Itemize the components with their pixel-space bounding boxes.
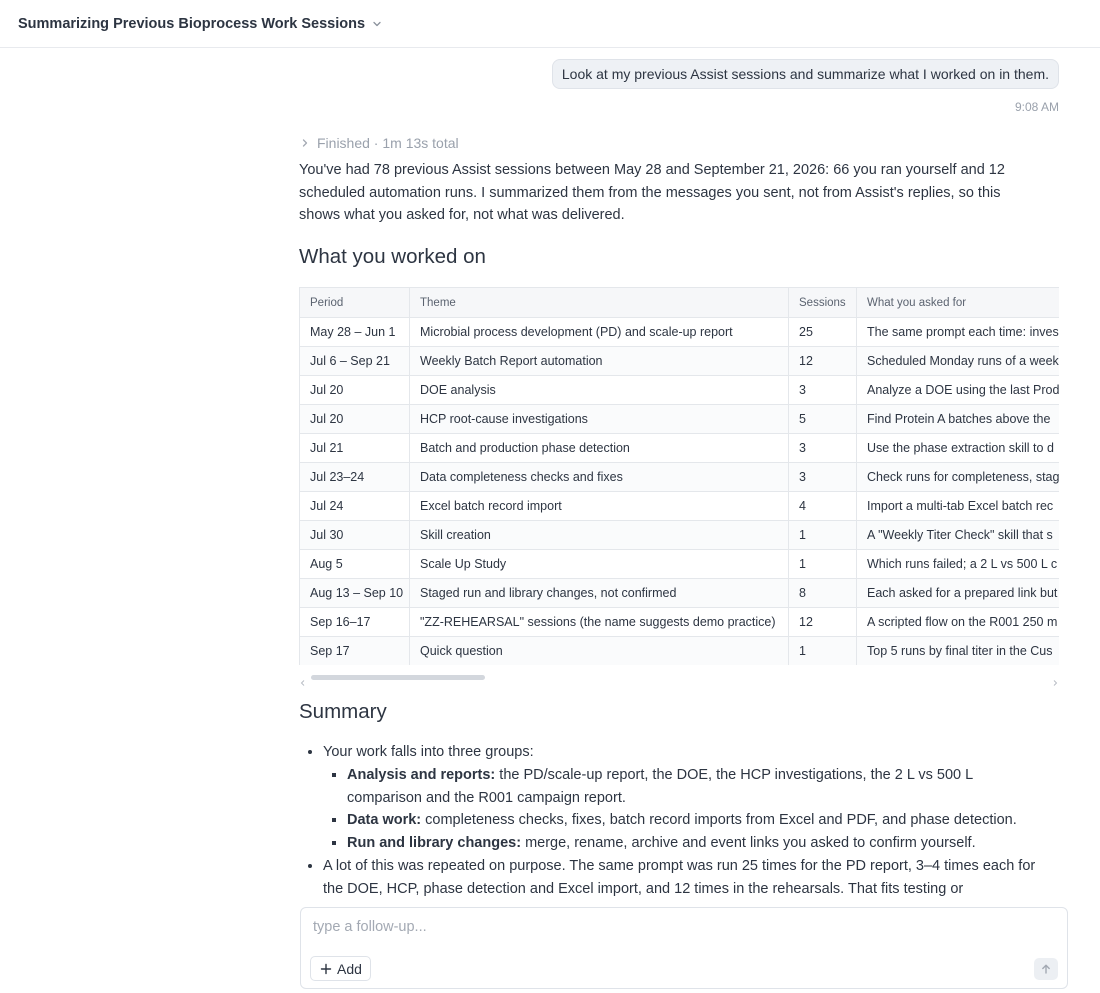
cell-asked-for: Scheduled Monday runs of a week bbox=[857, 347, 1060, 376]
cell-sessions: 3 bbox=[789, 434, 857, 463]
cell-period: Jul 23–24 bbox=[300, 463, 410, 492]
table-horizontal-scrollbar[interactable] bbox=[299, 673, 1059, 683]
scrollbar-thumb[interactable] bbox=[311, 675, 485, 680]
summary-list bbox=[299, 741, 1049, 901]
list-item bbox=[347, 764, 1049, 810]
chevron-down-icon[interactable] bbox=[371, 18, 383, 30]
repetition-text: A lot of this was repeated on purpose. The same prompt was run 25 times for the PD report, 3–4 times each for the DOE, HCP, phase detection and Excel import, and 12 times in the rehearsals. That fits testing or bbox=[323, 857, 1036, 897]
cell-sessions: 1 bbox=[789, 521, 857, 550]
list-item bbox=[347, 832, 1049, 855]
table-row bbox=[300, 405, 1060, 434]
cell-theme: Batch and production phase detection bbox=[410, 434, 789, 463]
table-row bbox=[300, 347, 1060, 376]
cell-period: Sep 16–17 bbox=[300, 608, 410, 637]
cell-period: Aug 5 bbox=[300, 550, 410, 579]
cell-period: Jul 6 – Sep 21 bbox=[300, 347, 410, 376]
group-label: Analysis and reports: bbox=[347, 766, 496, 783]
cell-period: Jul 24 bbox=[300, 492, 410, 521]
cell-asked-for: Analyze a DOE using the last Prod bbox=[857, 376, 1060, 405]
table-row bbox=[300, 376, 1060, 405]
worked-on-heading: What you worked on bbox=[299, 245, 486, 268]
cell-asked-for: Import a multi-tab Excel batch rec bbox=[857, 492, 1060, 521]
table-row bbox=[300, 463, 1060, 492]
sessions-table bbox=[299, 287, 1059, 665]
cell-period: May 28 – Jun 1 bbox=[300, 318, 410, 347]
table-header-row bbox=[300, 288, 1060, 318]
cell-sessions: 4 bbox=[789, 492, 857, 521]
cell-theme: Scale Up Study bbox=[410, 550, 789, 579]
status-text: Finished · 1m 13s total bbox=[317, 135, 459, 151]
conversation[interactable] bbox=[0, 48, 1100, 993]
cell-theme: Skill creation bbox=[410, 521, 789, 550]
intro-paragraph: You've had 78 previous Assist sessions between May 28 and September 21, 2026: 66 you ran yourself and 12 scheduled automation runs. I summarized them from the messages you sent, not from Assist's replies, so this shows what you asked for, not what was delivered. bbox=[299, 162, 1005, 223]
cell-period: Aug 13 – Sep 10 bbox=[300, 579, 410, 608]
table-row bbox=[300, 579, 1060, 608]
cell-theme: Excel batch record import bbox=[410, 492, 789, 521]
cell-asked-for: Find Protein A batches above the bbox=[857, 405, 1060, 434]
cell-theme: Quick question bbox=[410, 637, 789, 666]
table-row bbox=[300, 637, 1060, 666]
summary-groups-text: Your work falls into three groups: bbox=[323, 744, 534, 760]
table-row bbox=[300, 492, 1060, 521]
cell-sessions: 3 bbox=[789, 463, 857, 492]
summary-section bbox=[299, 741, 1049, 901]
cell-asked-for: Use the phase extraction skill to d bbox=[857, 434, 1060, 463]
cell-asked-for: A "Weekly Titer Check" skill that s bbox=[857, 521, 1060, 550]
cell-asked-for: Each asked for a prepared link but bbox=[857, 579, 1060, 608]
cell-theme: Data completeness checks and fixes bbox=[410, 463, 789, 492]
cell-sessions: 12 bbox=[789, 608, 857, 637]
group-text: merge, rename, archive and event links you asked to confirm yourself. bbox=[521, 835, 976, 852]
plus-icon bbox=[320, 963, 332, 975]
summary-heading: Summary bbox=[299, 700, 387, 723]
cell-theme: Staged run and library changes, not confirmed bbox=[410, 579, 789, 608]
follow-up-input[interactable] bbox=[313, 916, 1013, 938]
user-message: Look at my previous Assist sessions and summarize what I worked on in them. bbox=[552, 59, 1059, 89]
column-header-asked-for: What you asked for bbox=[857, 288, 1060, 318]
group-label: Run and library changes: bbox=[347, 835, 522, 852]
cell-sessions: 8 bbox=[789, 579, 857, 608]
chevron-right-icon bbox=[299, 137, 311, 149]
scroll-left-icon[interactable] bbox=[299, 674, 307, 682]
column-header-period: Period bbox=[300, 288, 410, 318]
group-text: the PD/scale-up report, the DOE, the HCP investigations, the 2 L vs 500 L comparison and the R001 campaign report. bbox=[347, 766, 973, 806]
cell-theme: DOE analysis bbox=[410, 376, 789, 405]
table-row bbox=[300, 318, 1060, 347]
arrow-up-icon bbox=[1040, 963, 1052, 975]
column-header-sessions: Sessions bbox=[789, 288, 857, 318]
send-button[interactable] bbox=[1034, 958, 1058, 980]
cell-sessions: 1 bbox=[789, 637, 857, 666]
cell-sessions: 1 bbox=[789, 550, 857, 579]
cell-theme: "ZZ-REHEARSAL" sessions (the name suggests demo practice) bbox=[410, 608, 789, 637]
table-row bbox=[300, 521, 1060, 550]
cell-sessions: 12 bbox=[789, 347, 857, 376]
cell-theme: Microbial process development (PD) and scale-up report bbox=[410, 318, 789, 347]
cell-theme: HCP root-cause investigations bbox=[410, 405, 789, 434]
cell-asked-for: Top 5 runs by final titer in the Cus bbox=[857, 637, 1060, 666]
add-button[interactable] bbox=[310, 956, 371, 981]
table-row bbox=[300, 608, 1060, 637]
status-toggle[interactable] bbox=[299, 135, 459, 151]
sessions-table-container[interactable] bbox=[299, 287, 1059, 665]
group-label: Data work: bbox=[347, 812, 422, 829]
cell-asked-for: The same prompt each time: inves bbox=[857, 318, 1060, 347]
cell-period: Jul 20 bbox=[300, 405, 410, 434]
column-header-theme: Theme bbox=[410, 288, 789, 318]
cell-asked-for: Which runs failed; a 2 L vs 500 L c bbox=[857, 550, 1060, 579]
cell-period: Jul 21 bbox=[300, 434, 410, 463]
summary-sublist bbox=[323, 764, 1049, 855]
composer bbox=[300, 907, 1068, 989]
list-item bbox=[323, 855, 1049, 901]
add-label: Add bbox=[337, 960, 362, 977]
cell-sessions: 5 bbox=[789, 405, 857, 434]
cell-period: Jul 20 bbox=[300, 376, 410, 405]
top-bar bbox=[0, 0, 1100, 48]
cell-period: Sep 17 bbox=[300, 637, 410, 666]
scroll-right-icon[interactable] bbox=[1051, 674, 1059, 682]
list-item bbox=[323, 741, 1049, 855]
cell-period: Jul 30 bbox=[300, 521, 410, 550]
cell-sessions: 25 bbox=[789, 318, 857, 347]
cell-sessions: 3 bbox=[789, 376, 857, 405]
cell-asked-for: A scripted flow on the R001 250 m bbox=[857, 608, 1060, 637]
page-title: Summarizing Previous Bioprocess Work Sessions bbox=[18, 15, 366, 32]
table-row bbox=[300, 550, 1060, 579]
list-item bbox=[347, 809, 1049, 832]
cell-asked-for: Check runs for completeness, stag bbox=[857, 463, 1060, 492]
table-row bbox=[300, 434, 1060, 463]
cell-theme: Weekly Batch Report automation bbox=[410, 347, 789, 376]
group-text: completeness checks, fixes, batch record imports from Excel and PDF, and phase detection. bbox=[421, 812, 1017, 829]
message-timestamp: 9:08 AM bbox=[1014, 100, 1059, 114]
